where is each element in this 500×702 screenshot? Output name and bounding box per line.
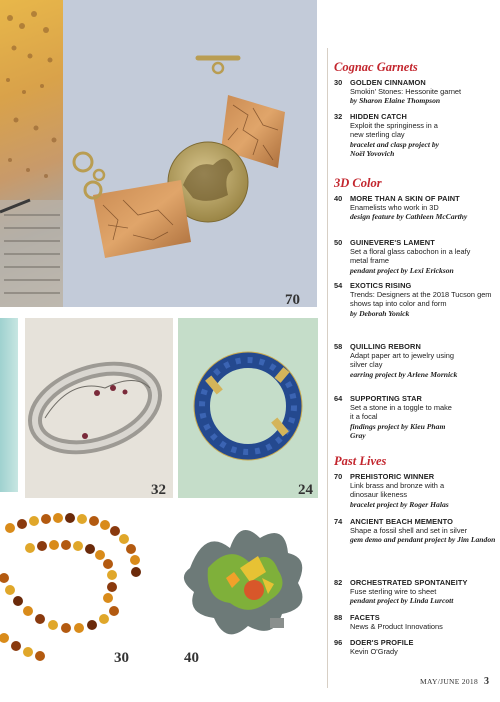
entry-credit: earring project by Arlene Mornick [350,369,458,379]
entry-title: MORE THAN A SKIN OF PAINT [350,194,460,203]
photo-page-number: 32 [151,482,166,498]
issue-date: MAY/JUNE 2018 [420,677,479,686]
blue-bangle-photo [178,318,318,498]
page-number: 3 [484,676,490,687]
entry-title: EXOTICS RISING [350,281,412,290]
toc-entry[interactable] [332,578,500,606]
silver-bracelet-photo [25,318,173,498]
entry-page-number: 54 [334,281,343,290]
entry-description: Trends: Designers at the 2018 Tucson gem shows tap into color and form [350,290,492,309]
entry-title: PREHISTORIC WINNER [350,472,435,481]
section-heading: 3D Color [334,176,382,190]
entry-description: Adapt paper art to jewelry using silver clay [350,351,454,370]
entry-credit: pendant project by Lexi Erickson [350,265,454,275]
toc-entry[interactable] [332,517,500,545]
entry-credit: by Deborah Yonick [350,308,410,318]
entry-page-number: 74 [334,517,343,526]
entry-page-number: 30 [334,78,343,87]
toc-entry[interactable] [332,78,500,106]
entry-page-number: 50 [334,238,343,247]
photo-page-number: 40 [184,650,199,666]
entry-description: Exploit the springiness in a new sterling clay [350,121,438,140]
entry-credit: by Sharon Elaine Thompson [350,96,441,106]
toc-entry[interactable] [332,342,500,379]
toc-entry[interactable] [332,281,500,318]
toc-entry[interactable] [332,194,500,222]
entry-credit: bracelet and clasp project by Noël Yovovich [350,139,439,158]
entry-credit: findings project by Kieu Pham Gray [350,421,446,440]
entry-description: Set a stone in a toggle to make it a focal [350,403,452,422]
entry-description: Kevin O'Grady [350,647,398,657]
toc-entry[interactable] [332,238,500,275]
amber-beads-photo [0,508,167,670]
toc-entry[interactable] [332,112,500,158]
entry-page-number: 82 [334,578,343,587]
entry-title: QUILLING REBORN [350,342,421,351]
entry-page-number: 58 [334,342,343,351]
photo-page-number: 30 [114,650,129,666]
entry-page-number: 64 [334,394,343,403]
entry-description: Smokin' Stones: Hessonite garnet [350,87,462,97]
entry-credit: design feature by Cathleen McCarthy [350,212,468,222]
entry-title: ANCIENT BEACH MEMENTO [350,517,453,526]
stencil-photo [0,0,63,307]
entry-description: Link brass and bronze with a dinosaur likeness [350,481,445,500]
entry-description: Enamelists who work in 3D [350,203,439,213]
page-folio [420,676,489,687]
table-of-contents [327,48,500,688]
entry-title: GOLDEN CINNAMON [350,78,426,87]
partial-photo [0,318,18,492]
entry-description: News & Product Innovations [350,622,443,632]
toc-entry[interactable] [332,394,500,440]
enamel-brooch-photo [170,508,320,670]
entry-title: FACETS [350,613,380,622]
entry-title: DOER'S PROFILE [350,638,414,647]
entry-credit: bracelet project by Roger Halas [350,499,449,509]
toc-entry[interactable] [332,613,500,631]
toc-entry[interactable] [332,472,500,509]
entry-credit: pendant project by Linda Lurcott [350,596,454,606]
entry-page-number: 96 [334,638,343,647]
entry-description: Shape a fossil shell and set in silver [350,526,468,536]
bracelet-photo [63,0,317,307]
section-heading: Cognac Garnets [334,60,418,74]
entry-credit: gem demo and pendant project by Jim Landon [350,535,496,545]
entry-page-number: 32 [334,112,343,121]
entry-page-number: 40 [334,194,343,203]
entry-description: Fuse sterling wire to sheet [350,587,437,597]
entry-description: Set a floral glass cabochon in a leafy metal frame [350,247,471,266]
toc-entry[interactable] [332,638,500,656]
photo-page-number: 70 [285,292,300,307]
entry-title: ORCHESTRATED SPONTANEITY [350,578,468,587]
entry-title: HIDDEN CATCH [350,112,407,121]
entry-page-number: 70 [334,472,343,481]
entry-page-number: 88 [334,613,343,622]
entry-title: GUINEVERE'S LAMENT [350,238,435,247]
entry-title: SUPPORTING STAR [350,394,422,403]
section-heading: Past Lives [334,454,387,468]
photo-page-number: 24 [298,482,313,498]
